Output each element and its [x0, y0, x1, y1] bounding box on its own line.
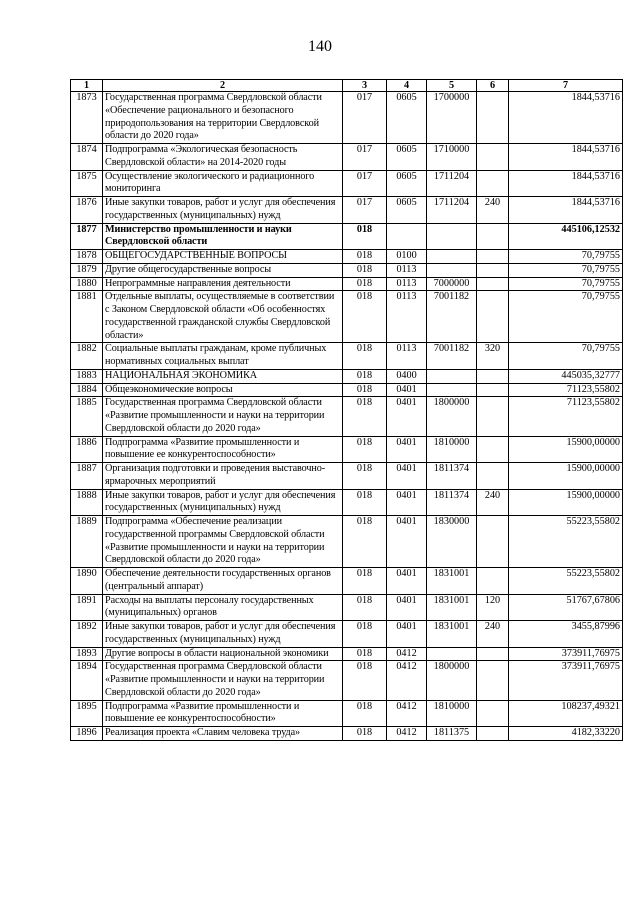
ministry-code: 018 — [343, 383, 387, 397]
target-article-code: 1800000 — [427, 397, 477, 436]
row-number: 1892 — [71, 621, 103, 648]
row-description: Общеэкономические вопросы — [103, 383, 343, 397]
expense-type-code — [477, 647, 509, 661]
ministry-code: 018 — [343, 436, 387, 463]
amount: 55223,55802 — [509, 516, 623, 568]
target-article-code — [427, 369, 477, 383]
row-description: Осуществление экологического и радиационного мониторинга — [103, 170, 343, 197]
expense-type-code — [477, 700, 509, 727]
section-code: 0412 — [387, 727, 427, 741]
row-number: 1893 — [71, 647, 103, 661]
table-row — [71, 277, 623, 291]
amount: 70,79755 — [509, 277, 623, 291]
amount: 373911,76975 — [509, 661, 623, 700]
amount: 1844,53716 — [509, 144, 623, 171]
column-header: 4 — [387, 80, 427, 92]
table-row — [71, 727, 623, 741]
target-article-code — [427, 223, 477, 250]
expense-type-code — [477, 463, 509, 490]
section-code: 0100 — [387, 250, 427, 264]
section-code: 0401 — [387, 436, 427, 463]
row-description: Отдельные выплаты, осуществляемые в соответствии с Законом Свердловской области «Об особенностях государственной гражданской службы Свердловской области» — [103, 291, 343, 343]
target-article-code: 1811375 — [427, 727, 477, 741]
row-number: 1894 — [71, 661, 103, 700]
section-code: 0605 — [387, 92, 427, 144]
ministry-code: 017 — [343, 92, 387, 144]
expense-type-code — [477, 436, 509, 463]
expense-type-code — [477, 263, 509, 277]
amount: 445035,32777 — [509, 369, 623, 383]
section-code: 0605 — [387, 144, 427, 171]
expense-type-code — [477, 369, 509, 383]
page-number: 140 — [308, 38, 332, 55]
amount: 71123,55802 — [509, 383, 623, 397]
column-header: 3 — [343, 80, 387, 92]
table-row — [71, 463, 623, 490]
ministry-code: 018 — [343, 250, 387, 264]
section-code: 0401 — [387, 463, 427, 490]
row-number: 1878 — [71, 250, 103, 264]
row-number: 1896 — [71, 727, 103, 741]
section-code: 0113 — [387, 291, 427, 343]
ministry-code: 018 — [343, 277, 387, 291]
section-code — [387, 223, 427, 250]
section-code: 0113 — [387, 263, 427, 277]
row-number: 1883 — [71, 369, 103, 383]
expense-type-code — [477, 568, 509, 595]
expense-type-code — [477, 277, 509, 291]
expense-type-code — [477, 397, 509, 436]
row-number: 1882 — [71, 343, 103, 370]
amount: 55223,55802 — [509, 568, 623, 595]
expense-type-code — [477, 727, 509, 741]
target-article-code: 7001182 — [427, 343, 477, 370]
expense-type-code: 240 — [477, 621, 509, 648]
target-article-code — [427, 383, 477, 397]
row-description: Подпрограмма «Экологическая безопасность Свердловской области» на 2014-2020 годы — [103, 144, 343, 171]
section-code: 0113 — [387, 343, 427, 370]
amount: 1844,53716 — [509, 197, 623, 224]
ministry-code: 017 — [343, 144, 387, 171]
amount: 373911,76975 — [509, 647, 623, 661]
target-article-code: 1831001 — [427, 568, 477, 595]
target-article-code: 1811374 — [427, 463, 477, 490]
row-description: Иные закупки товаров, работ и услуг для обеспечения государственных (муниципальных) нужд — [103, 621, 343, 648]
table-row — [71, 170, 623, 197]
target-article-code: 1711204 — [427, 170, 477, 197]
section-code: 0412 — [387, 700, 427, 727]
expense-type-code — [477, 170, 509, 197]
section-code: 0412 — [387, 647, 427, 661]
target-article-code: 1700000 — [427, 92, 477, 144]
section-code: 0401 — [387, 516, 427, 568]
row-number: 1873 — [71, 92, 103, 144]
row-number: 1881 — [71, 291, 103, 343]
table-row — [71, 343, 623, 370]
row-number: 1884 — [71, 383, 103, 397]
amount: 71123,55802 — [509, 397, 623, 436]
expense-type-code — [477, 291, 509, 343]
ministry-code: 018 — [343, 661, 387, 700]
target-article-code — [427, 263, 477, 277]
amount: 4182,33220 — [509, 727, 623, 741]
expense-type-code: 240 — [477, 197, 509, 224]
amount: 3455,87996 — [509, 621, 623, 648]
ministry-code: 018 — [343, 397, 387, 436]
amount: 70,79755 — [509, 263, 623, 277]
expense-type-code — [477, 661, 509, 700]
target-article-code: 1811374 — [427, 489, 477, 516]
section-code: 0401 — [387, 383, 427, 397]
row-description: Расходы на выплаты персоналу государственных (муниципальных) органов — [103, 594, 343, 621]
row-number: 1885 — [71, 397, 103, 436]
row-number: 1890 — [71, 568, 103, 595]
amount: 445106,12532 — [509, 223, 623, 250]
expense-type-code — [477, 516, 509, 568]
ministry-code: 018 — [343, 291, 387, 343]
amount: 1844,53716 — [509, 170, 623, 197]
expense-type-code: 240 — [477, 489, 509, 516]
row-number: 1875 — [71, 170, 103, 197]
row-description: Подпрограмма «Обеспечение реализации государственной программы Свердловской области «Развитие промышленности и науки на территории Свердловской области до 2020 года» — [103, 516, 343, 568]
amount: 15900,00000 — [509, 436, 623, 463]
row-description: Подпрограмма «Развитие промышленности и повышение ее конкурентоспособности» — [103, 436, 343, 463]
target-article-code: 1831001 — [427, 621, 477, 648]
target-article-code: 1800000 — [427, 661, 477, 700]
row-description: НАЦИОНАЛЬНАЯ ЭКОНОМИКА — [103, 369, 343, 383]
row-number: 1891 — [71, 594, 103, 621]
table-row — [71, 489, 623, 516]
amount: 70,79755 — [509, 250, 623, 264]
table-row — [71, 92, 623, 144]
row-description: Другие общегосударственные вопросы — [103, 263, 343, 277]
section-code: 0605 — [387, 197, 427, 224]
ministry-code: 018 — [343, 621, 387, 648]
column-header: 1 — [71, 80, 103, 92]
expense-type-code — [477, 383, 509, 397]
target-article-code: 1710000 — [427, 144, 477, 171]
row-description: Иные закупки товаров, работ и услуг для обеспечения государственных (муниципальных) нужд — [103, 489, 343, 516]
row-description: Государственная программа Свердловской области «Развитие промышленности и науки на территории Свердловской области до 2020 года» — [103, 661, 343, 700]
expense-type-code — [477, 223, 509, 250]
target-article-code: 7000000 — [427, 277, 477, 291]
table-header-row — [71, 80, 623, 92]
table-row — [71, 516, 623, 568]
ministry-code: 018 — [343, 700, 387, 727]
table-row — [71, 700, 623, 727]
row-description: ОБЩЕГОСУДАРСТВЕННЫЕ ВОПРОСЫ — [103, 250, 343, 264]
ministry-code: 018 — [343, 594, 387, 621]
row-number: 1889 — [71, 516, 103, 568]
row-number: 1888 — [71, 489, 103, 516]
column-header: 6 — [477, 80, 509, 92]
ministry-code: 018 — [343, 647, 387, 661]
table-row — [71, 369, 623, 383]
column-header: 5 — [427, 80, 477, 92]
table-row — [71, 263, 623, 277]
row-description: Государственная программа Свердловской области «Развитие промышленности и науки на территории Свердловской области до 2020 года» — [103, 397, 343, 436]
row-number: 1880 — [71, 277, 103, 291]
amount: 51767,67806 — [509, 594, 623, 621]
ministry-code: 017 — [343, 197, 387, 224]
column-header: 2 — [103, 80, 343, 92]
table-row — [71, 661, 623, 700]
row-description: Социальные выплаты гражданам, кроме публичных нормативных социальных выплат — [103, 343, 343, 370]
row-description: Организация подготовки и проведения выставочно-ярмарочных мероприятий — [103, 463, 343, 490]
column-header: 7 — [509, 80, 623, 92]
row-number: 1876 — [71, 197, 103, 224]
target-article-code — [427, 647, 477, 661]
amount: 1844,53716 — [509, 92, 623, 144]
table-row — [71, 197, 623, 224]
section-code: 0401 — [387, 568, 427, 595]
row-number: 1886 — [71, 436, 103, 463]
target-article-code — [427, 250, 477, 264]
table-row — [71, 223, 623, 250]
row-description: Государственная программа Свердловской области «Обеспечение рационального и безопасного природопользования на территории Свердловской области до 2020 года» — [103, 92, 343, 144]
row-number: 1879 — [71, 263, 103, 277]
row-description: Иные закупки товаров, работ и услуг для обеспечения государственных (муниципальных) нужд — [103, 197, 343, 224]
row-description: Реализация проекта «Славим человека труда» — [103, 727, 343, 741]
ministry-code: 018 — [343, 727, 387, 741]
target-article-code: 1810000 — [427, 700, 477, 727]
expense-type-code: 120 — [477, 594, 509, 621]
expense-type-code: 320 — [477, 343, 509, 370]
expense-type-code — [477, 144, 509, 171]
row-description: Подпрограмма «Развитие промышленности и повышение ее конкурентоспособности» — [103, 700, 343, 727]
amount: 108237,49321 — [509, 700, 623, 727]
ministry-code: 018 — [343, 343, 387, 370]
expense-type-code — [477, 250, 509, 264]
table-row — [71, 397, 623, 436]
target-article-code: 7001182 — [427, 291, 477, 343]
table-row — [71, 647, 623, 661]
expense-type-code — [477, 92, 509, 144]
table-row — [71, 383, 623, 397]
amount: 15900,00000 — [509, 489, 623, 516]
row-number: 1895 — [71, 700, 103, 727]
ministry-code: 018 — [343, 568, 387, 595]
table-row — [71, 250, 623, 264]
target-article-code: 1711204 — [427, 197, 477, 224]
section-code: 0401 — [387, 489, 427, 516]
section-code: 0113 — [387, 277, 427, 291]
target-article-code: 1830000 — [427, 516, 477, 568]
section-code: 0605 — [387, 170, 427, 197]
ministry-code: 018 — [343, 369, 387, 383]
row-number: 1874 — [71, 144, 103, 171]
ministry-code: 018 — [343, 223, 387, 250]
amount: 70,79755 — [509, 343, 623, 370]
table-row — [71, 291, 623, 343]
section-code: 0400 — [387, 369, 427, 383]
ministry-code: 018 — [343, 489, 387, 516]
table-row — [71, 594, 623, 621]
table-row — [71, 568, 623, 595]
target-article-code: 1831001 — [427, 594, 477, 621]
budget-table — [70, 79, 623, 741]
ministry-code: 017 — [343, 170, 387, 197]
ministry-code: 018 — [343, 263, 387, 277]
row-description: Министерство промышленности и науки Свердловской области — [103, 223, 343, 250]
amount: 15900,00000 — [509, 463, 623, 490]
row-description: Другие вопросы в области национальной экономики — [103, 647, 343, 661]
section-code: 0401 — [387, 397, 427, 436]
section-code: 0401 — [387, 594, 427, 621]
section-code: 0401 — [387, 621, 427, 648]
ministry-code: 018 — [343, 463, 387, 490]
table-row — [71, 436, 623, 463]
table-row — [71, 144, 623, 171]
amount: 70,79755 — [509, 291, 623, 343]
row-description: Непрограммные направления деятельности — [103, 277, 343, 291]
target-article-code: 1810000 — [427, 436, 477, 463]
table-row — [71, 621, 623, 648]
section-code: 0412 — [387, 661, 427, 700]
row-description: Обеспечение деятельности государственных органов (центральный аппарат) — [103, 568, 343, 595]
row-number: 1877 — [71, 223, 103, 250]
ministry-code: 018 — [343, 516, 387, 568]
row-number: 1887 — [71, 463, 103, 490]
